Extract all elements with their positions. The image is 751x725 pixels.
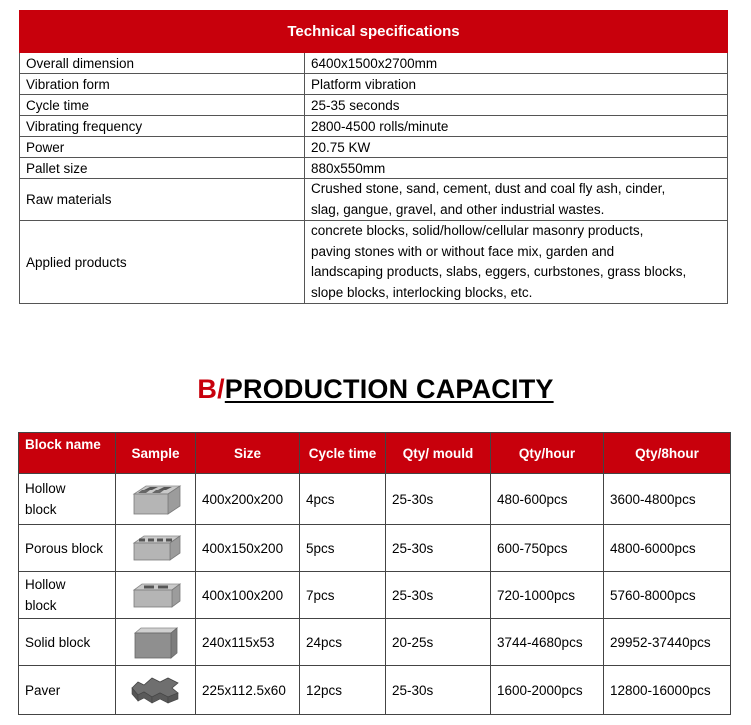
sample-cell (116, 474, 196, 525)
size-value: 400x200x200 (196, 474, 300, 525)
spec-row (20, 53, 728, 74)
hollow-block-thin-icon (130, 581, 182, 609)
sample-cell (116, 619, 196, 666)
qty-mould-value: 25-30s (386, 666, 491, 715)
size-value: 240x115x53 (196, 619, 300, 666)
qty-hour-value: 3744-4680pcs (491, 619, 604, 666)
header-qty-hour: Qty/hour (491, 433, 604, 474)
porous-block-icon (130, 533, 182, 563)
table-row (19, 572, 731, 619)
spec-label: Vibrating frequency (20, 116, 305, 137)
spec-row (20, 158, 728, 179)
table-row (19, 666, 731, 715)
spec-label: Vibration form (20, 74, 305, 95)
header-cycle-time: Cycle time (300, 433, 386, 474)
size-value: 225x112.5x60 (196, 666, 300, 715)
qty-mould-value: 20-25s (386, 619, 491, 666)
production-capacity-table (18, 432, 731, 715)
spec-value: 6400x1500x2700mm (305, 53, 728, 74)
spec-label: Raw materials (20, 179, 305, 221)
qty-8hour-value: 5760-8000pcs (604, 572, 731, 619)
spec-row (20, 74, 728, 95)
qty-8hour-value: 4800-6000pcs (604, 525, 731, 572)
block-name (19, 525, 116, 572)
qty-hour-value: 1600-2000pcs (491, 666, 604, 715)
table-row (19, 525, 731, 572)
block-name-line: Porous block (25, 540, 104, 556)
block-name-line: block (25, 598, 57, 613)
block-name-line: Paver (25, 682, 61, 698)
spec-value: 25-35 seconds (305, 95, 728, 116)
qty-hour-value: 600-750pcs (491, 525, 604, 572)
qty-hour-value: 720-1000pcs (491, 572, 604, 619)
solid-block-icon (131, 625, 181, 659)
section-title (0, 374, 751, 405)
technical-specifications-table (19, 10, 728, 304)
spec-row (20, 95, 728, 116)
spec-value-line: slag, gangue, gravel, and other industrial wastes. (311, 201, 605, 217)
qty-mould-value: 25-30s (386, 474, 491, 525)
header-sample: Sample (116, 433, 196, 474)
spec-value: 880x550mm (305, 158, 728, 179)
spec-label: Applied products (20, 221, 305, 304)
cycle-value: 12pcs (300, 666, 386, 715)
qty-8hour-value: 29952-37440pcs (604, 619, 731, 666)
qty-8hour-value: 12800-16000pcs (604, 666, 731, 715)
block-name-line: Hollow (25, 481, 66, 496)
sample-cell (116, 666, 196, 715)
spec-value-line: slope blocks, interlocking blocks, etc. (311, 284, 533, 300)
header-qty-8hour: Qty/8hour (604, 433, 731, 474)
section-heading: PRODUCTION CAPACITY (224, 374, 554, 404)
spec-value-line: paving stones with or without face mix, garden and (311, 243, 615, 259)
spec-value (305, 221, 728, 304)
block-name-line: Solid block (25, 634, 91, 650)
spec-label: Pallet size (20, 158, 305, 179)
spec-value: 2800-4500 rolls/minute (305, 116, 728, 137)
spec-value: Platform vibration (305, 74, 728, 95)
spec-label: Overall dimension (20, 53, 305, 74)
spec-label: Power (20, 137, 305, 158)
qty-8hour-value: 3600-4800pcs (604, 474, 731, 525)
spec-value-line: landscaping products, slabs, eggers, curbstones, grass blocks, (311, 264, 687, 279)
hollow-block-icon (130, 482, 182, 516)
spec-value: 20.75 KW (305, 137, 728, 158)
spec-table-header: Technical specifications (20, 11, 728, 53)
capacity-header-row (19, 433, 731, 474)
qty-mould-value: 25-30s (386, 525, 491, 572)
header-size: Size (196, 433, 300, 474)
cycle-value: 24pcs (300, 619, 386, 666)
paver-icon (128, 674, 184, 706)
size-value: 400x150x200 (196, 525, 300, 572)
header-block-name: Block name (19, 433, 116, 474)
section-prefix: B/ (197, 374, 225, 404)
spec-row (20, 221, 728, 304)
header-qty-mould: Qty/ mould (386, 433, 491, 474)
block-name-line: block (25, 502, 57, 517)
block-name (19, 666, 116, 715)
qty-hour-value: 480-600pcs (491, 474, 604, 525)
spec-row (20, 137, 728, 158)
cycle-value: 4pcs (300, 474, 386, 525)
qty-mould-value: 25-30s (386, 572, 491, 619)
block-name (19, 619, 116, 666)
spec-row (20, 179, 728, 221)
cycle-value: 5pcs (300, 525, 386, 572)
spec-value-line: Crushed stone, sand, cement, dust and coal fly ash, cinder, (311, 181, 666, 196)
block-name (19, 572, 116, 619)
sample-cell (116, 572, 196, 619)
block-name (19, 474, 116, 525)
spec-value-line: concrete blocks, solid/hollow/cellular masonry products, (311, 223, 644, 238)
spec-row (20, 116, 728, 137)
table-row (19, 619, 731, 666)
cycle-value: 7pcs (300, 572, 386, 619)
size-value: 400x100x200 (196, 572, 300, 619)
spec-label: Cycle time (20, 95, 305, 116)
spec-value (305, 179, 728, 221)
sample-cell (116, 525, 196, 572)
block-name-line: Hollow (25, 577, 66, 592)
table-row (19, 474, 731, 525)
